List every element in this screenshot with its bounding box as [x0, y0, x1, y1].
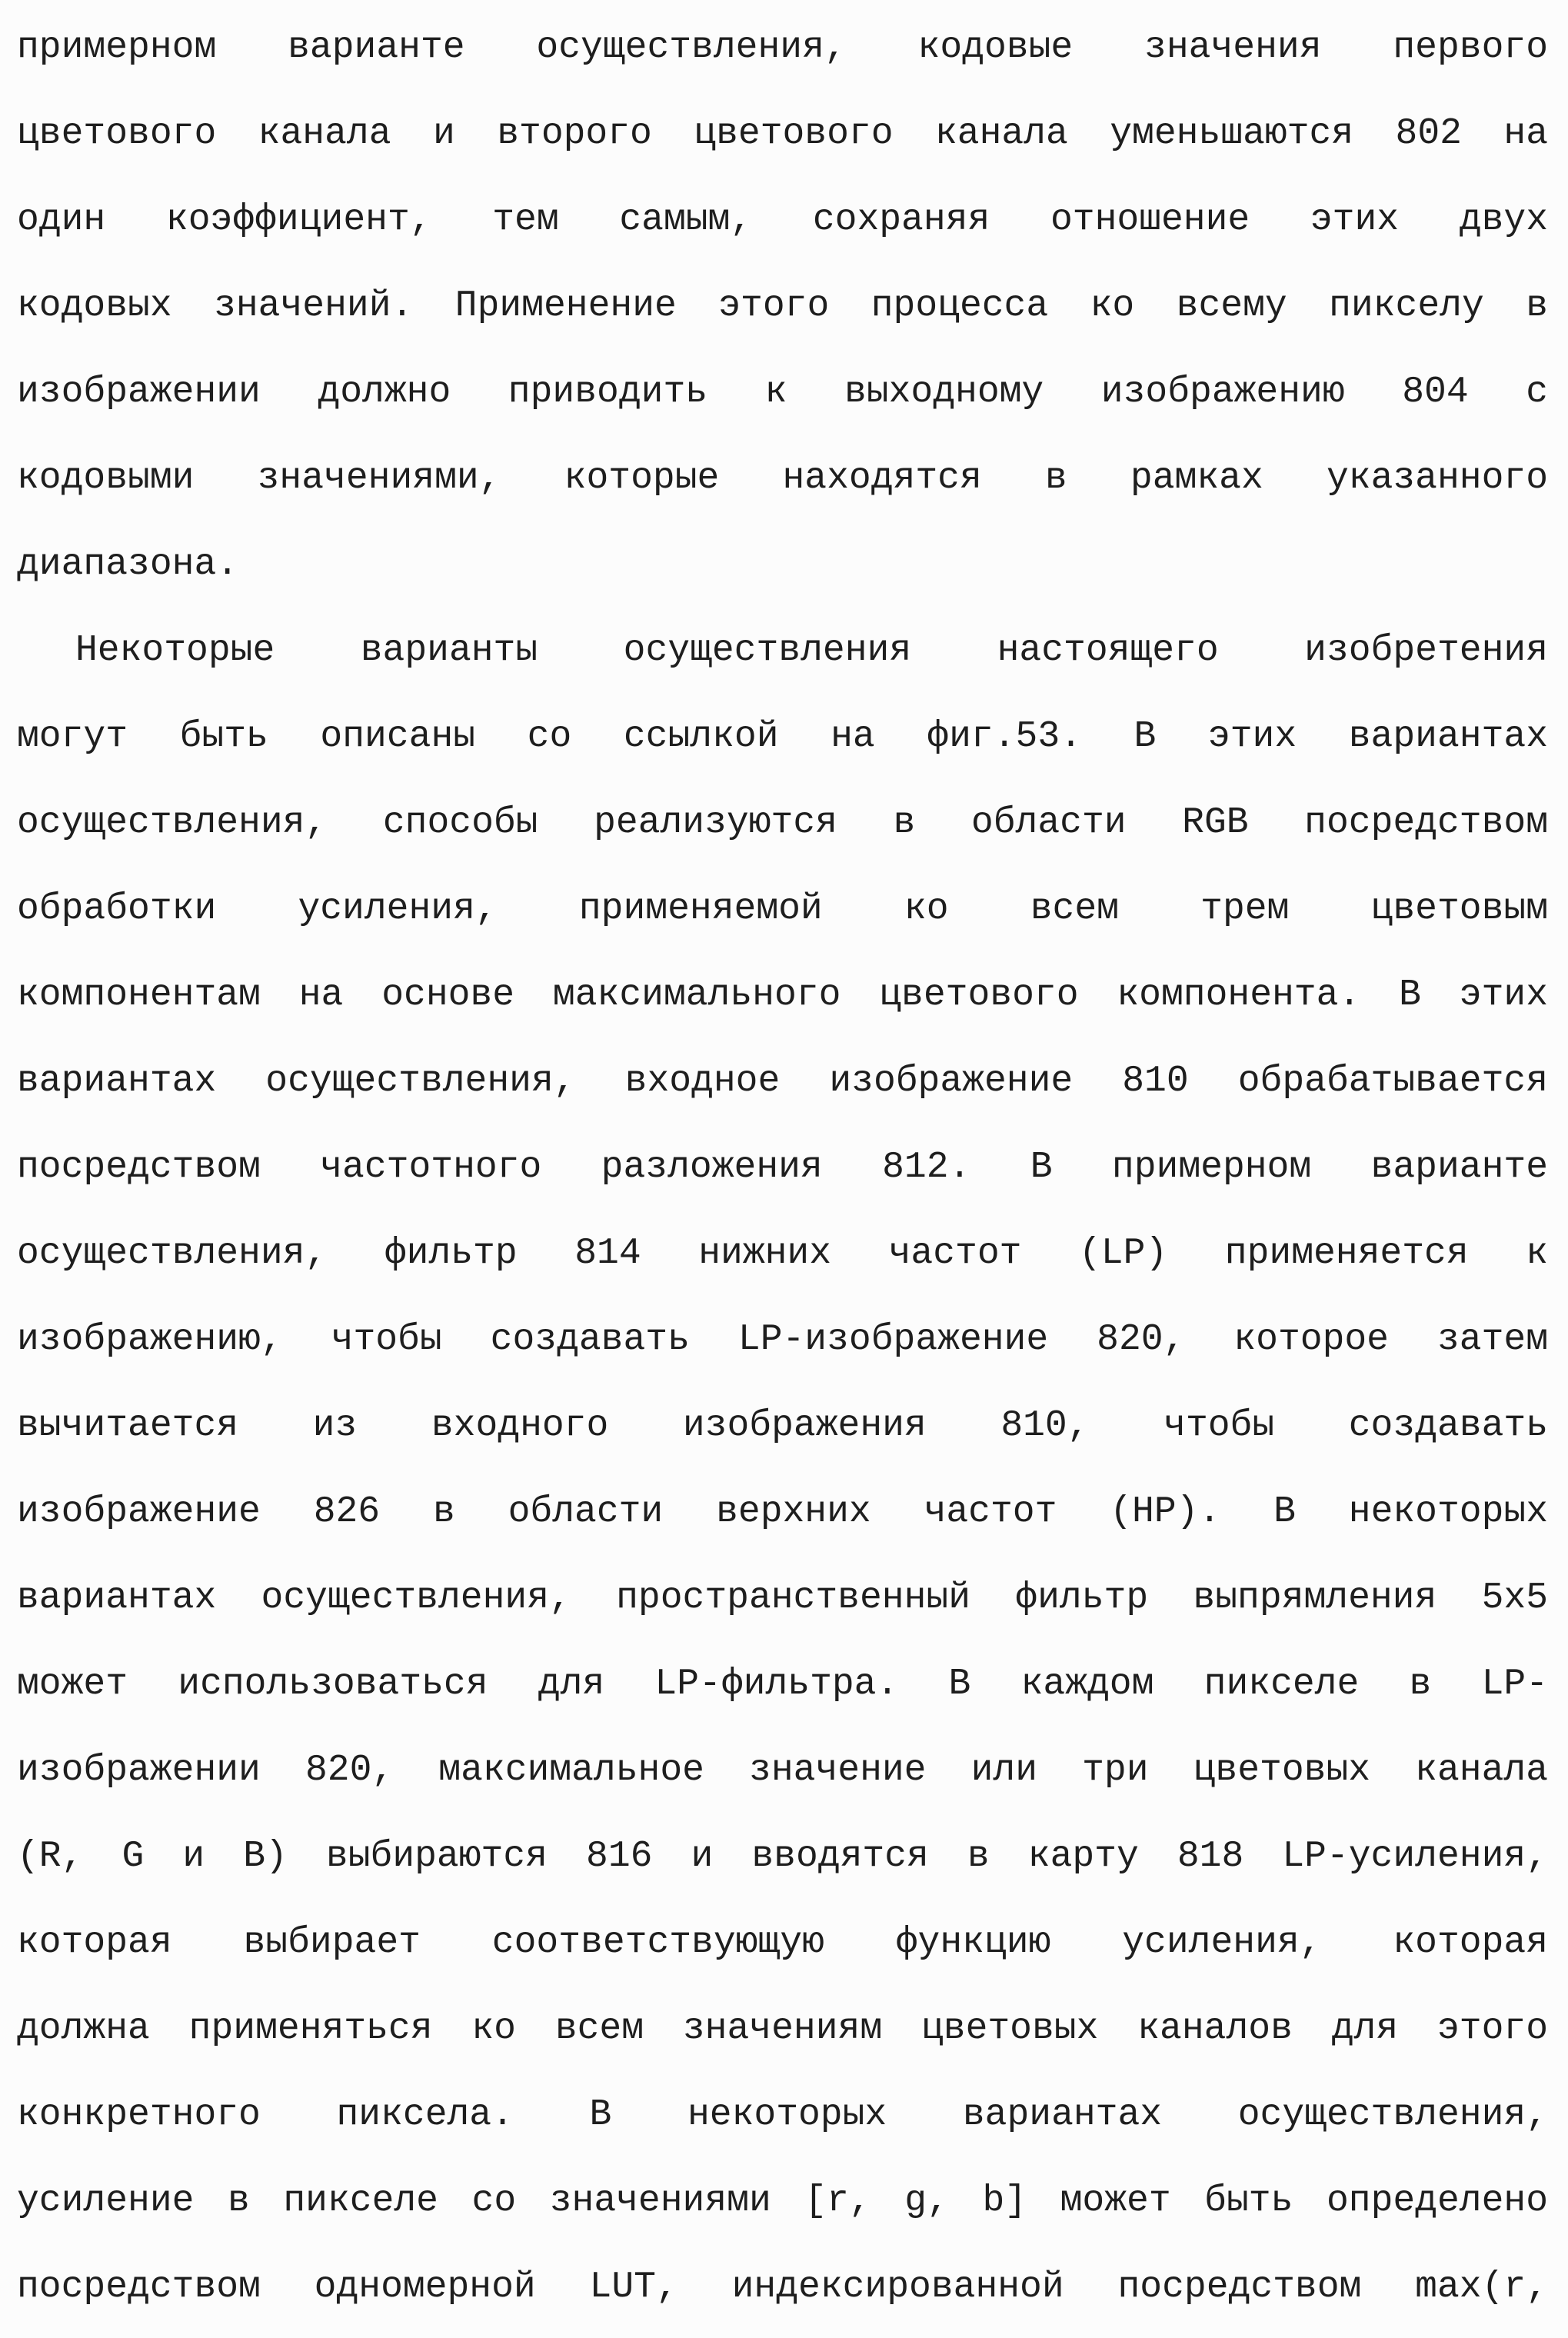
text-line: посредством одномерной LUT, индексированной посредством max(r,: [17, 2266, 1548, 2308]
text-line: цветового канала и второго цветового канала уменьшаются 802 на: [17, 113, 1548, 155]
text-line: которая выбирает соответствующую функцию усиления, которая: [17, 1922, 1548, 1963]
text-line: осуществления, способы реализуются в области RGB посредством: [17, 802, 1548, 844]
text-line: Некоторые варианты осуществления настоящего изобретения: [75, 630, 1548, 671]
text-line: кодовых значений. Применение этого процесса ко всему пикселу в: [17, 285, 1548, 327]
text-line: посредством частотного разложения 812. В примерном варианте: [17, 1147, 1548, 1188]
text-line: изображение 826 в области верхних частот (HP). В некоторых: [17, 1491, 1548, 1533]
text-line: осуществления, фильтр 814 нижних частот (LP) применяется к: [17, 1233, 1548, 1274]
text-line: могут быть описаны со ссылкой на фиг.53. В этих вариантах: [17, 716, 1548, 758]
paragraph: [17, 608, 1548, 2330]
text-line: диапазона.: [17, 544, 239, 585]
text-line: примерном варианте осуществления, кодовые значения первого: [17, 27, 1548, 68]
text-line: может использоваться для LP-фильтра. В каждом пикселе в LP-: [17, 1664, 1548, 1705]
text-line: конкретного пиксела. В некоторых вариантах осуществления,: [17, 2094, 1548, 2136]
text-line: вычитается из входного изображения 810, чтобы создавать: [17, 1405, 1548, 1447]
text-line: изображению, чтобы создавать LP-изображение 820, которое затем: [17, 1319, 1548, 1361]
text-line: изображении должно приводить к выходному изображению 804 с: [17, 371, 1548, 413]
text-line: усиление в пикселе со значениями [r, g, b] может быть определено: [17, 2180, 1548, 2222]
text-line: компонентам на основе максимального цветового компонента. В этих: [17, 974, 1548, 1016]
paragraph: [17, 5, 1548, 608]
text-line: кодовыми значениями, которые находятся в рамках указанного: [17, 458, 1548, 499]
text-body: [17, 5, 1548, 2330]
text-line: изображении 820, максимальное значение или три цветовых канала: [17, 1750, 1548, 1791]
text-line: вариантах осуществления, пространственный фильтр выпрямления 5x5: [17, 1577, 1548, 1619]
text-line: (R, G и B) выбираются 816 и вводятся в карту 818 LP-усиления,: [17, 1836, 1548, 1877]
text-line: обработки усиления, применяемой ко всем трем цветовым: [17, 888, 1548, 930]
text-line: должна применяться ко всем значениям цветовых каналов для этого: [17, 2008, 1548, 2050]
text-line: один коэффициент, тем самым, сохраняя отношение этих двух: [17, 199, 1548, 241]
text-line: вариантах осуществления, входное изображение 810 обрабатывается: [17, 1061, 1548, 1102]
